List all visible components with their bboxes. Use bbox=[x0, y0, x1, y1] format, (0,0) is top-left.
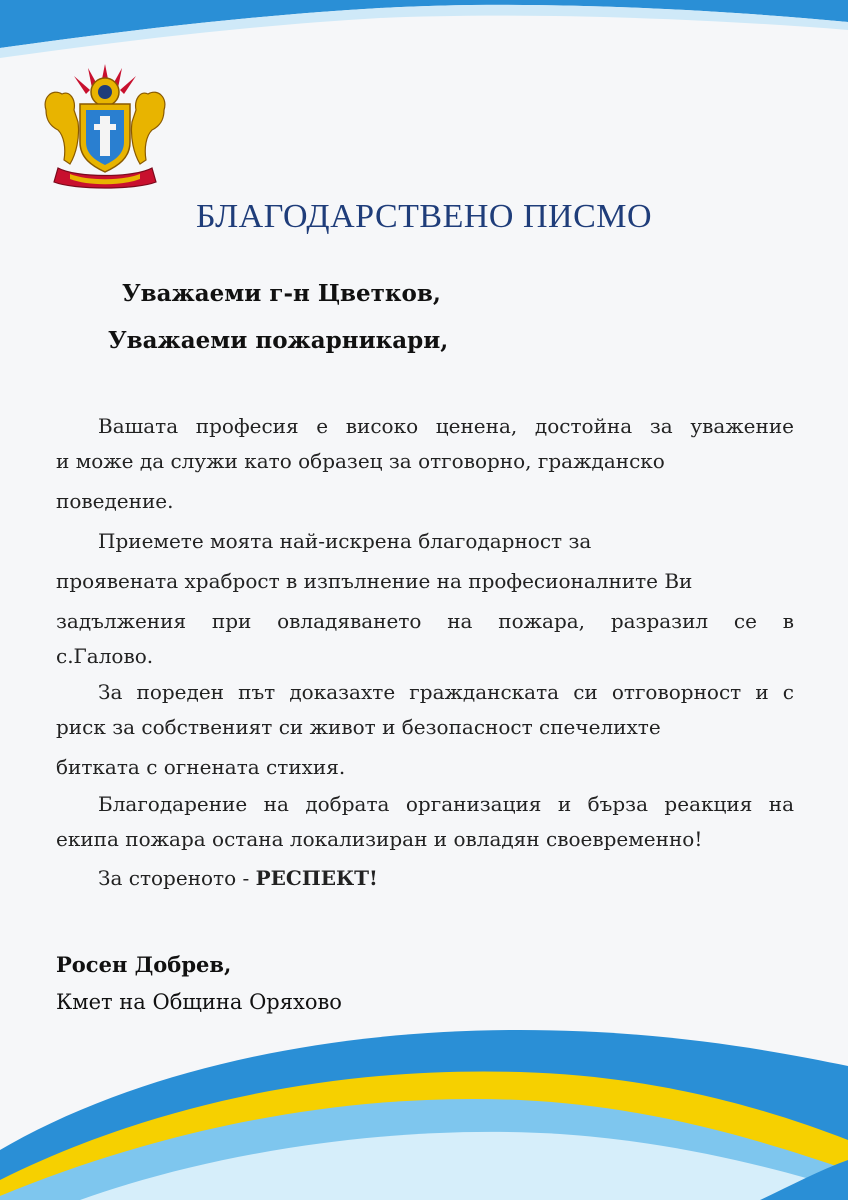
paragraph-line: задължения при овладяването на пожара, разразил се в bbox=[56, 609, 794, 633]
paragraph-line: и може да служи като образец за отговорно, гражданско bbox=[56, 449, 665, 473]
paragraph-line: Благодарение на добрата организация и бърза реакция на bbox=[98, 792, 794, 816]
paragraph-responsibility-end bbox=[56, 750, 794, 785]
paragraph-responsibility bbox=[56, 675, 794, 745]
letter-title: БЛАГОДАРСТВЕНО ПИСМО bbox=[195, 198, 653, 235]
paragraph-line: поведение. bbox=[56, 489, 174, 513]
paragraph-line bbox=[56, 861, 794, 896]
paragraph-organization bbox=[56, 787, 794, 857]
coat-of-arms-icon bbox=[36, 60, 174, 190]
paragraph-line: Вашата професия е високо ценена, достойна за уважение bbox=[98, 414, 794, 438]
respect-prefix: За стореното - bbox=[98, 866, 256, 890]
paragraph-line: екипа пожара остана локализиран и овладян своевременно! bbox=[56, 827, 703, 851]
paragraph-line: Приемете моята най-искрена благодарност за bbox=[98, 529, 592, 553]
paragraph-gratitude-cont bbox=[56, 604, 794, 674]
bottom-wave-decoration bbox=[0, 1000, 848, 1200]
greeting-mr-tsvetkov: Уважаеми г-н Цветков, bbox=[122, 280, 441, 307]
signer-role: Кмет на Община Оряхово bbox=[56, 990, 342, 1014]
respect-word: РЕСПЕКТ! bbox=[255, 866, 378, 890]
signer-name: Росен Добрев, bbox=[56, 952, 232, 977]
paragraph-gratitude bbox=[56, 524, 794, 599]
paragraph-line: битката с огнената стихия. bbox=[56, 755, 346, 779]
paragraph-line: с.Галово. bbox=[56, 644, 154, 668]
paragraph-profession bbox=[56, 409, 794, 519]
paragraph-respect bbox=[56, 861, 794, 896]
greeting-firefighters: Уважаеми пожарникари, bbox=[108, 327, 449, 354]
paragraph-line: риск за собственият си живот и безопасност спечелихте bbox=[56, 715, 661, 739]
paragraph-line: За пореден път доказахте гражданската си отговорност и с bbox=[98, 680, 794, 704]
paragraph-line: проявената храброст в изпълнение на професионалните Ви bbox=[56, 569, 693, 593]
